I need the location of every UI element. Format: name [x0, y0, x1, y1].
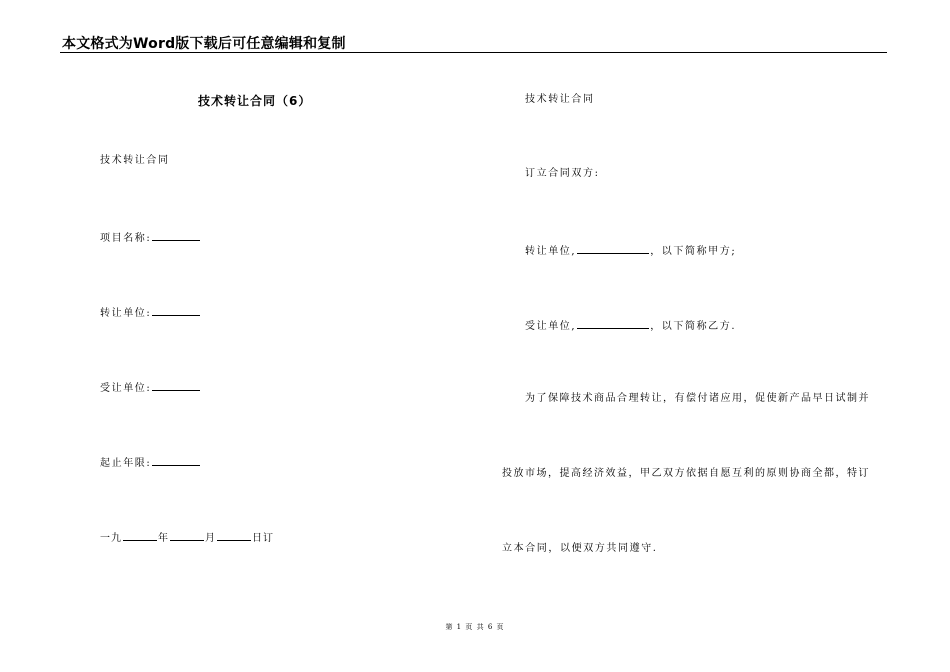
left-transferor-label: 转让单位:	[100, 308, 152, 319]
term-blank	[152, 455, 200, 466]
right-transferee-suffix: ，以下简称乙方.	[650, 321, 737, 332]
right-transferor-suffix: ，以下简称甲方;	[650, 246, 737, 257]
date-month: 月	[205, 533, 216, 544]
page-number	[0, 622, 950, 632]
download-banner: 本文格式为Word版下载后可任意编辑和复制	[62, 36, 346, 52]
date-prefix: 一九	[100, 533, 122, 544]
right-transferor-label: 转让单位,	[525, 246, 577, 257]
year-blank	[123, 530, 157, 541]
parties-label: 订立合同双方:	[525, 168, 600, 179]
page-mid2: 共	[476, 623, 485, 631]
left-transferee-line	[100, 380, 201, 395]
right-transferee-blank	[577, 318, 649, 329]
right-transferor-blank	[577, 243, 649, 254]
month-blank	[170, 530, 204, 541]
left-heading: 技术转让合同	[100, 155, 170, 166]
right-transferor-line	[525, 243, 736, 258]
left-transferee-blank	[152, 380, 200, 391]
page-prefix: 第	[445, 623, 454, 631]
page-mid1: 页	[465, 623, 474, 631]
term-label: 起止年限:	[100, 458, 152, 469]
page-suffix: 页	[496, 623, 505, 631]
left-transferor-line	[100, 305, 201, 320]
right-transferee-line	[525, 318, 736, 333]
date-year: 年	[158, 533, 169, 544]
purpose-paragraph-line3: 立本合同，以便双方共同遵守.	[502, 543, 658, 554]
page-total: 6	[487, 623, 494, 631]
header-rule	[60, 52, 887, 53]
project-name-blank	[152, 230, 200, 241]
left-transferee-label: 受让单位:	[100, 383, 152, 394]
project-name-label: 项目名称:	[100, 233, 152, 244]
date-suffix: 日订	[252, 533, 274, 544]
date-line	[100, 530, 274, 545]
purpose-paragraph-line2: 投放市场，提高经济效益，甲乙双方依据自愿互利的原则协商全都，特订	[502, 468, 870, 479]
project-name-line	[100, 230, 201, 245]
page-current: 1	[456, 623, 463, 631]
left-transferor-blank	[152, 305, 200, 316]
right-heading: 技术转让合同	[525, 94, 595, 105]
term-line	[100, 455, 201, 470]
document-title: 技术转让合同（6）	[198, 94, 312, 108]
day-blank	[217, 530, 251, 541]
right-transferee-label: 受让单位,	[525, 321, 577, 332]
purpose-paragraph-line1: 为了保障技术商品合理转让，有偿付诸应用，促使新产品早日试制并	[525, 393, 870, 404]
